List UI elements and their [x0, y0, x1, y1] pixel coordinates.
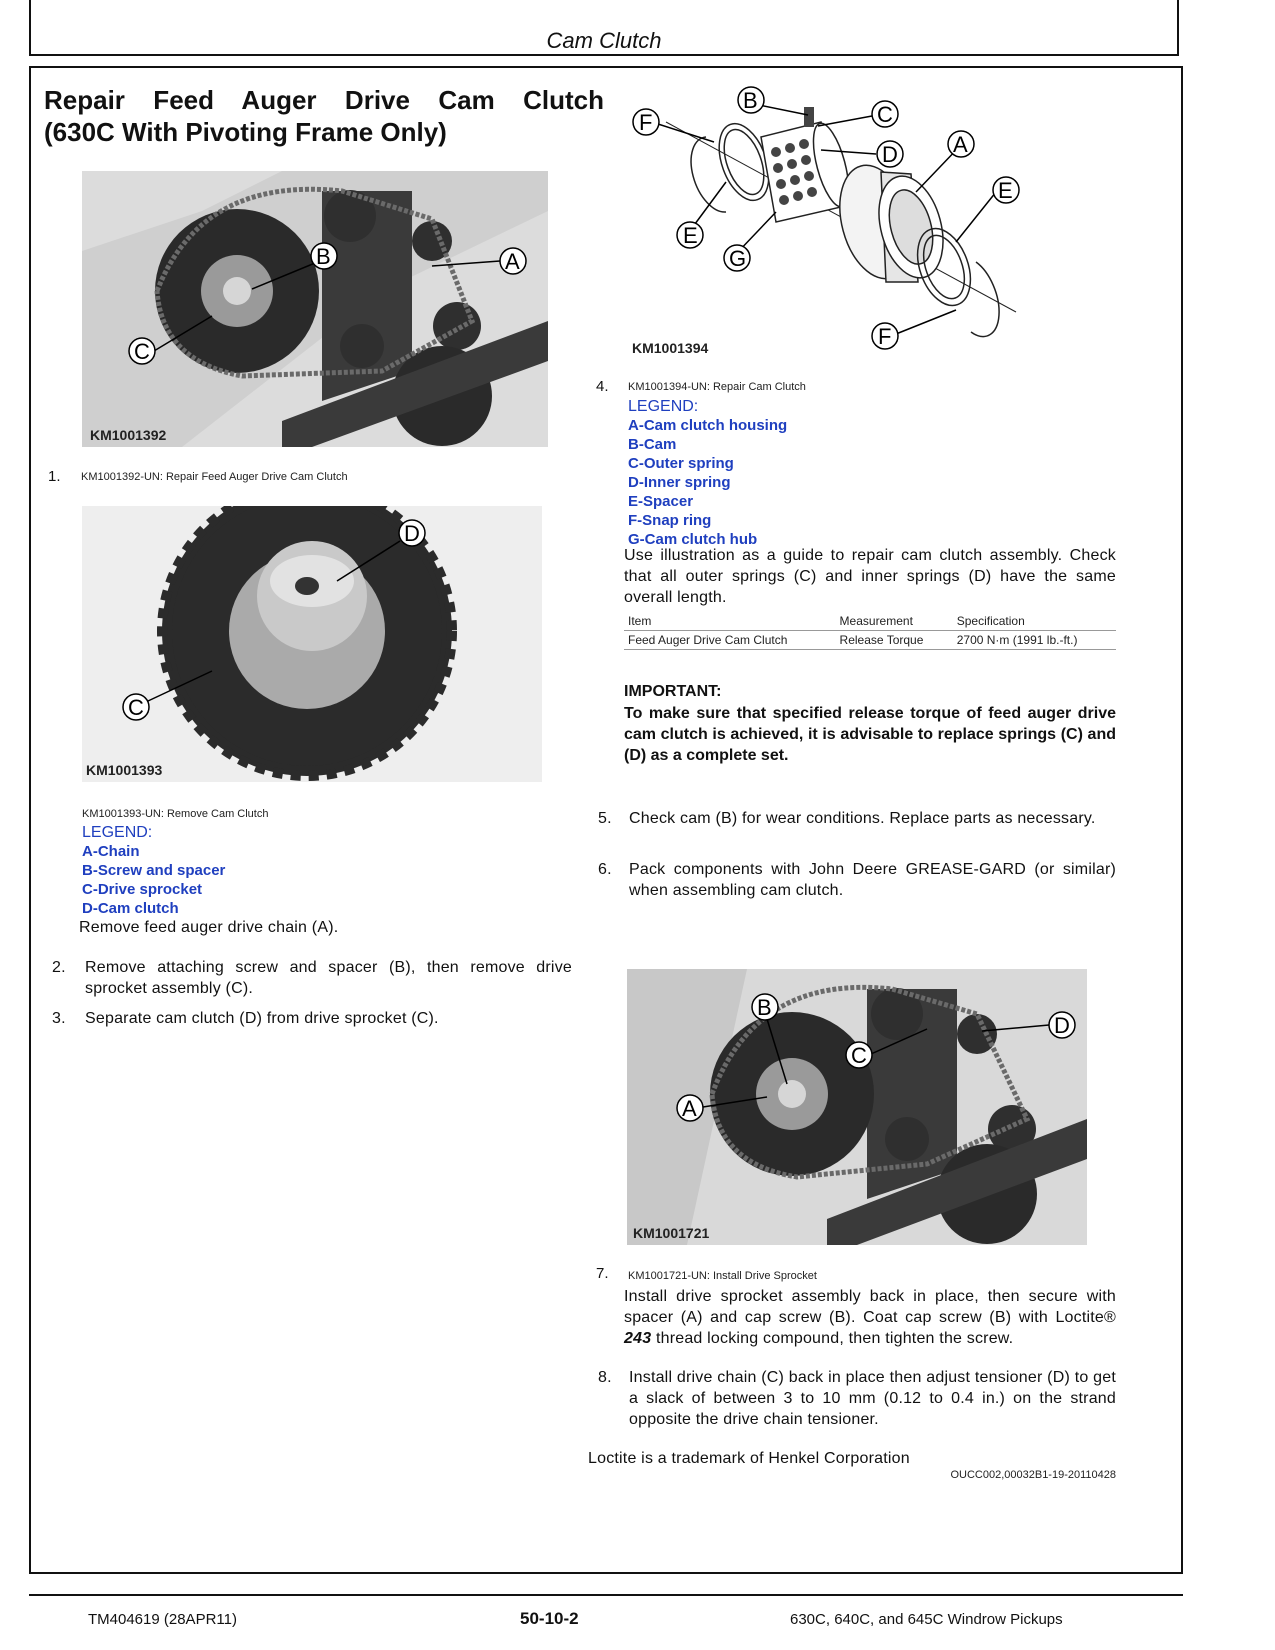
legend-item: D-Inner spring: [628, 474, 731, 491]
callout-d: D: [404, 521, 420, 546]
callout-b: B: [316, 244, 331, 269]
table-row: [624, 631, 1116, 650]
callout-b: B: [757, 995, 772, 1020]
cell-measurement: Release Torque: [836, 631, 953, 650]
spec-table: [624, 612, 1116, 650]
callout-a: A: [682, 1096, 697, 1121]
title-line-2: (630C With Pivoting Frame Only): [44, 117, 447, 147]
legend-item: C-Drive sprocket: [82, 881, 203, 898]
callout-d: D: [1054, 1013, 1070, 1038]
important-heading: IMPORTANT:: [624, 683, 722, 700]
photo-km1001721: [627, 969, 1087, 1245]
figure1-id: KM1001392: [90, 427, 167, 443]
callout-c: C: [851, 1043, 867, 1068]
callout-b: B: [743, 88, 758, 113]
step-6-text: Pack components with John Deere GREASE-GARD (or similar) when assembling cam clutch.: [629, 861, 1116, 899]
callout-f: F: [639, 110, 653, 135]
figure4-caption: KM1001721-UN: Install Drive Sprocket: [628, 1270, 817, 1282]
figure3-legend: [628, 398, 787, 549]
figure3-callouts: [626, 82, 1066, 362]
callout-a: A: [505, 249, 520, 274]
doc-code: OUCC002,00032B1-19-20110428: [950, 1469, 1116, 1481]
step-7-text-a: Install drive sprocket assembly back in place, then secure with spacer (A) and cap screw (B). Coat cap screw (B) with Loctite®: [624, 1288, 1116, 1326]
step-3-text: Separate cam clutch (D) from drive sprocket (C).: [85, 1010, 439, 1027]
step-1-text: Remove feed auger drive chain (A).: [79, 919, 339, 936]
callout-c: C: [134, 339, 150, 364]
col-specification: Specification: [953, 612, 1116, 631]
figure1-callouts: [82, 171, 548, 447]
spec-table-header: [624, 612, 1116, 631]
cell-item: Feed Auger Drive Cam Clutch: [624, 631, 836, 650]
photo-km1001392: [82, 171, 548, 447]
figure3-id: KM1001394: [632, 340, 709, 356]
legend-item: B-Cam: [628, 436, 677, 453]
step-6-number: 6.: [598, 861, 612, 878]
photo-km1001393: [82, 506, 542, 782]
legend-item: C-Outer spring: [628, 455, 734, 472]
step-5-number: 5.: [598, 810, 612, 827]
figure2-callouts: [82, 506, 542, 782]
callout-f: F: [878, 324, 892, 349]
legend-title: LEGEND:: [82, 824, 153, 841]
diagram-km1001394: [626, 82, 1066, 362]
step-8-number: 8.: [598, 1369, 612, 1386]
page-number: 50-10-2: [520, 1609, 579, 1628]
callout-e: E: [998, 178, 1013, 203]
legend-item: D-Cam clutch: [82, 900, 179, 917]
col-item: Item: [624, 612, 836, 631]
col-measurement: Measurement: [836, 612, 953, 631]
figure1-caption: KM1001392-UN: Repair Feed Auger Drive Cam Clutch: [81, 471, 348, 483]
figure3-caption: KM1001394-UN: Repair Cam Clutch: [628, 381, 806, 393]
callout-d: D: [882, 142, 898, 167]
legend-item: B-Screw and spacer: [82, 862, 226, 879]
figure2-id: KM1001393: [86, 762, 163, 778]
legend-item: A-Cam clutch housing: [628, 417, 788, 434]
important-text: To make sure that specified release torque of feed auger drive cam clutch is achieved, it is advisable to replace springs (C) and (D) as a complete set.: [624, 705, 1116, 764]
cell-specification: 2700 N·m (1991 lb.-ft.): [953, 631, 1116, 650]
legend-item: F-Snap ring: [628, 512, 712, 529]
callout-a: A: [953, 132, 968, 157]
legend-item: G-Cam clutch hub: [628, 531, 758, 548]
step-1-number: 1.: [48, 468, 61, 485]
step-3-number: 3.: [52, 1010, 66, 1027]
footer-product: 630C, 640C, and 645C Windrow Pickups: [790, 1611, 1063, 1628]
trademark-note: Loctite is a trademark of Henkel Corporation: [588, 1450, 910, 1467]
figure2-caption: KM1001393-UN: Remove Cam Clutch: [82, 808, 269, 820]
legend-item: E-Spacer: [628, 493, 694, 510]
step-2-number: 2.: [52, 959, 66, 976]
step-7-text: [624, 1286, 1116, 1349]
page-title: [44, 84, 604, 148]
section-title: Cam Clutch: [546, 28, 662, 53]
step-7-product-number: 243: [624, 1330, 652, 1347]
step-4-text: Use illustration as a guide to repair cam clutch assembly. Check that all outer springs (C) and inner springs (D) have the same overall length.: [624, 547, 1116, 606]
step-4-number: 4.: [596, 378, 609, 395]
figure4-id: KM1001721: [633, 1225, 710, 1241]
step-7-text-b: thread locking compound, then tighten the screw.: [655, 1330, 1014, 1347]
step-7-number: 7.: [596, 1265, 609, 1282]
footer-manual-id: TM404619 (28APR11): [88, 1611, 237, 1628]
step-8-text: Install drive chain (C) back in place then adjust tensioner (D) to get a slack of between 3 to 10 mm (0.12 to 0.4 in.) on the strand opposite the drive chain tensioner.: [629, 1369, 1116, 1428]
legend-title: LEGEND:: [628, 398, 699, 415]
callout-g: G: [729, 246, 747, 271]
step-2-text: Remove attaching screw and spacer (B), then remove drive sprocket assembly (C).: [85, 959, 572, 997]
step-5-text: Check cam (B) for wear conditions. Replace parts as necessary.: [629, 810, 1096, 827]
footer-rule: [29, 1594, 1183, 1596]
legend-item: A-Chain: [82, 843, 140, 860]
title-line-1: Repair Feed Auger Drive Cam Clutch: [44, 85, 604, 115]
figure2-legend: [82, 824, 225, 918]
figure4-callouts: [627, 969, 1087, 1245]
callout-c: C: [877, 102, 893, 127]
callout-e: E: [683, 223, 698, 248]
callout-c: C: [128, 695, 144, 720]
